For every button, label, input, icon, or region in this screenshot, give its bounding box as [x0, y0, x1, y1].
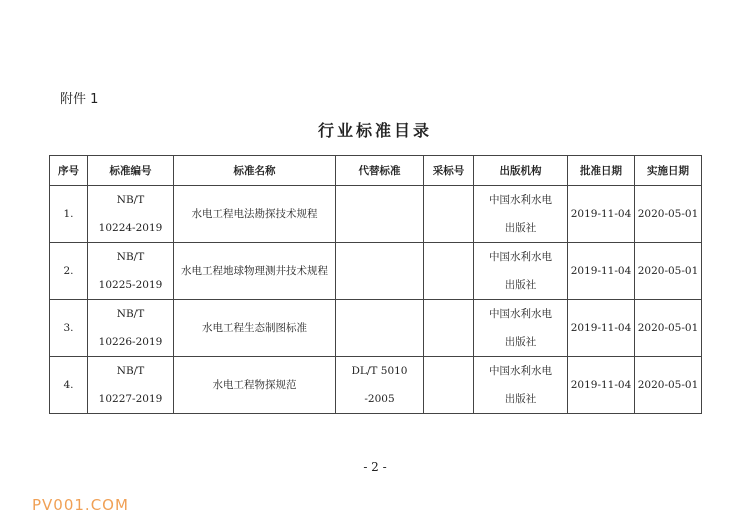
header-name: 标准名称 — [174, 156, 336, 186]
effective-date-text: 2020-05-01 — [637, 265, 699, 277]
table-header-row — [50, 156, 702, 186]
header-adopted: 采标号 — [424, 156, 474, 186]
cell-name: 水电工程地球物理测井技术规程 — [174, 243, 336, 300]
header-approve-date: 批准日期 — [568, 156, 635, 186]
cell-seq: 2. — [50, 243, 88, 300]
cell-approve-date — [568, 243, 635, 300]
table-row — [50, 186, 702, 243]
code-line2: 10227-2019 — [98, 393, 163, 405]
page-number: - 2 - — [363, 460, 387, 474]
header-replaced: 代替标准 — [336, 156, 424, 186]
document-title: 行业标准目录 — [317, 121, 432, 140]
code-line1: NB/T — [116, 194, 145, 206]
cell-seq: 3. — [50, 300, 88, 357]
cell-seq: 1. — [50, 186, 88, 243]
cell-replaced — [336, 186, 424, 243]
effective-date-text: 2020-05-01 — [637, 379, 699, 391]
code-line1: NB/T — [116, 308, 145, 320]
cell-approve-date — [568, 300, 635, 357]
cell-adopted — [424, 186, 474, 243]
cell-name: 水电工程电法勘探技术规程 — [174, 186, 336, 243]
code-line1: NB/T — [116, 365, 145, 377]
cell-publisher — [474, 186, 568, 243]
cell-publisher — [474, 243, 568, 300]
header-seq: 序号 — [50, 156, 88, 186]
cell-code — [88, 300, 174, 357]
effective-date-text: 2020-05-01 — [637, 322, 699, 334]
cell-effective-date — [635, 186, 702, 243]
cell-adopted — [424, 243, 474, 300]
cell-name: 水电工程生态制图标准 — [174, 300, 336, 357]
table-row — [50, 357, 702, 414]
approve-date-text: 2019-11-04 — [570, 322, 632, 334]
watermark-logo: PV001.COM — [32, 496, 129, 514]
standards-table — [49, 155, 702, 414]
publisher-text: 中国水利水电出版社 — [489, 251, 552, 291]
publisher-text: 中国水利水电出版社 — [489, 308, 552, 348]
replaced-text: DL/T 5010-2005 — [351, 365, 408, 405]
header-code: 标准编号 — [88, 156, 174, 186]
cell-effective-date — [635, 243, 702, 300]
cell-name: 水电工程物探规范 — [174, 357, 336, 414]
code-line1: NB/T — [116, 251, 145, 263]
cell-publisher — [474, 357, 568, 414]
cell-adopted — [424, 357, 474, 414]
publisher-text: 中国水利水电出版社 — [489, 365, 552, 405]
cell-code — [88, 186, 174, 243]
cell-replaced — [336, 300, 424, 357]
code-line2: 10224-2019 — [98, 222, 163, 234]
cell-replaced — [336, 357, 424, 414]
cell-replaced — [336, 243, 424, 300]
approve-date-text: 2019-11-04 — [570, 379, 632, 391]
table-row — [50, 243, 702, 300]
cell-publisher — [474, 300, 568, 357]
approve-date-text: 2019-11-04 — [570, 208, 632, 220]
cell-approve-date — [568, 186, 635, 243]
cell-approve-date — [568, 357, 635, 414]
cell-seq: 4. — [50, 357, 88, 414]
cell-code — [88, 243, 174, 300]
publisher-text: 中国水利水电出版社 — [489, 194, 552, 234]
effective-date-text: 2020-05-01 — [637, 208, 699, 220]
approve-date-text: 2019-11-04 — [570, 265, 632, 277]
code-line2: 10226-2019 — [98, 336, 163, 348]
cell-effective-date — [635, 357, 702, 414]
table-row — [50, 300, 702, 357]
cell-code — [88, 357, 174, 414]
attachment-label: 附件 1 — [60, 92, 99, 107]
header-publisher: 出版机构 — [474, 156, 568, 186]
code-line2: 10225-2019 — [98, 279, 163, 291]
cell-effective-date — [635, 300, 702, 357]
cell-adopted — [424, 300, 474, 357]
header-effective-date: 实施日期 — [635, 156, 702, 186]
